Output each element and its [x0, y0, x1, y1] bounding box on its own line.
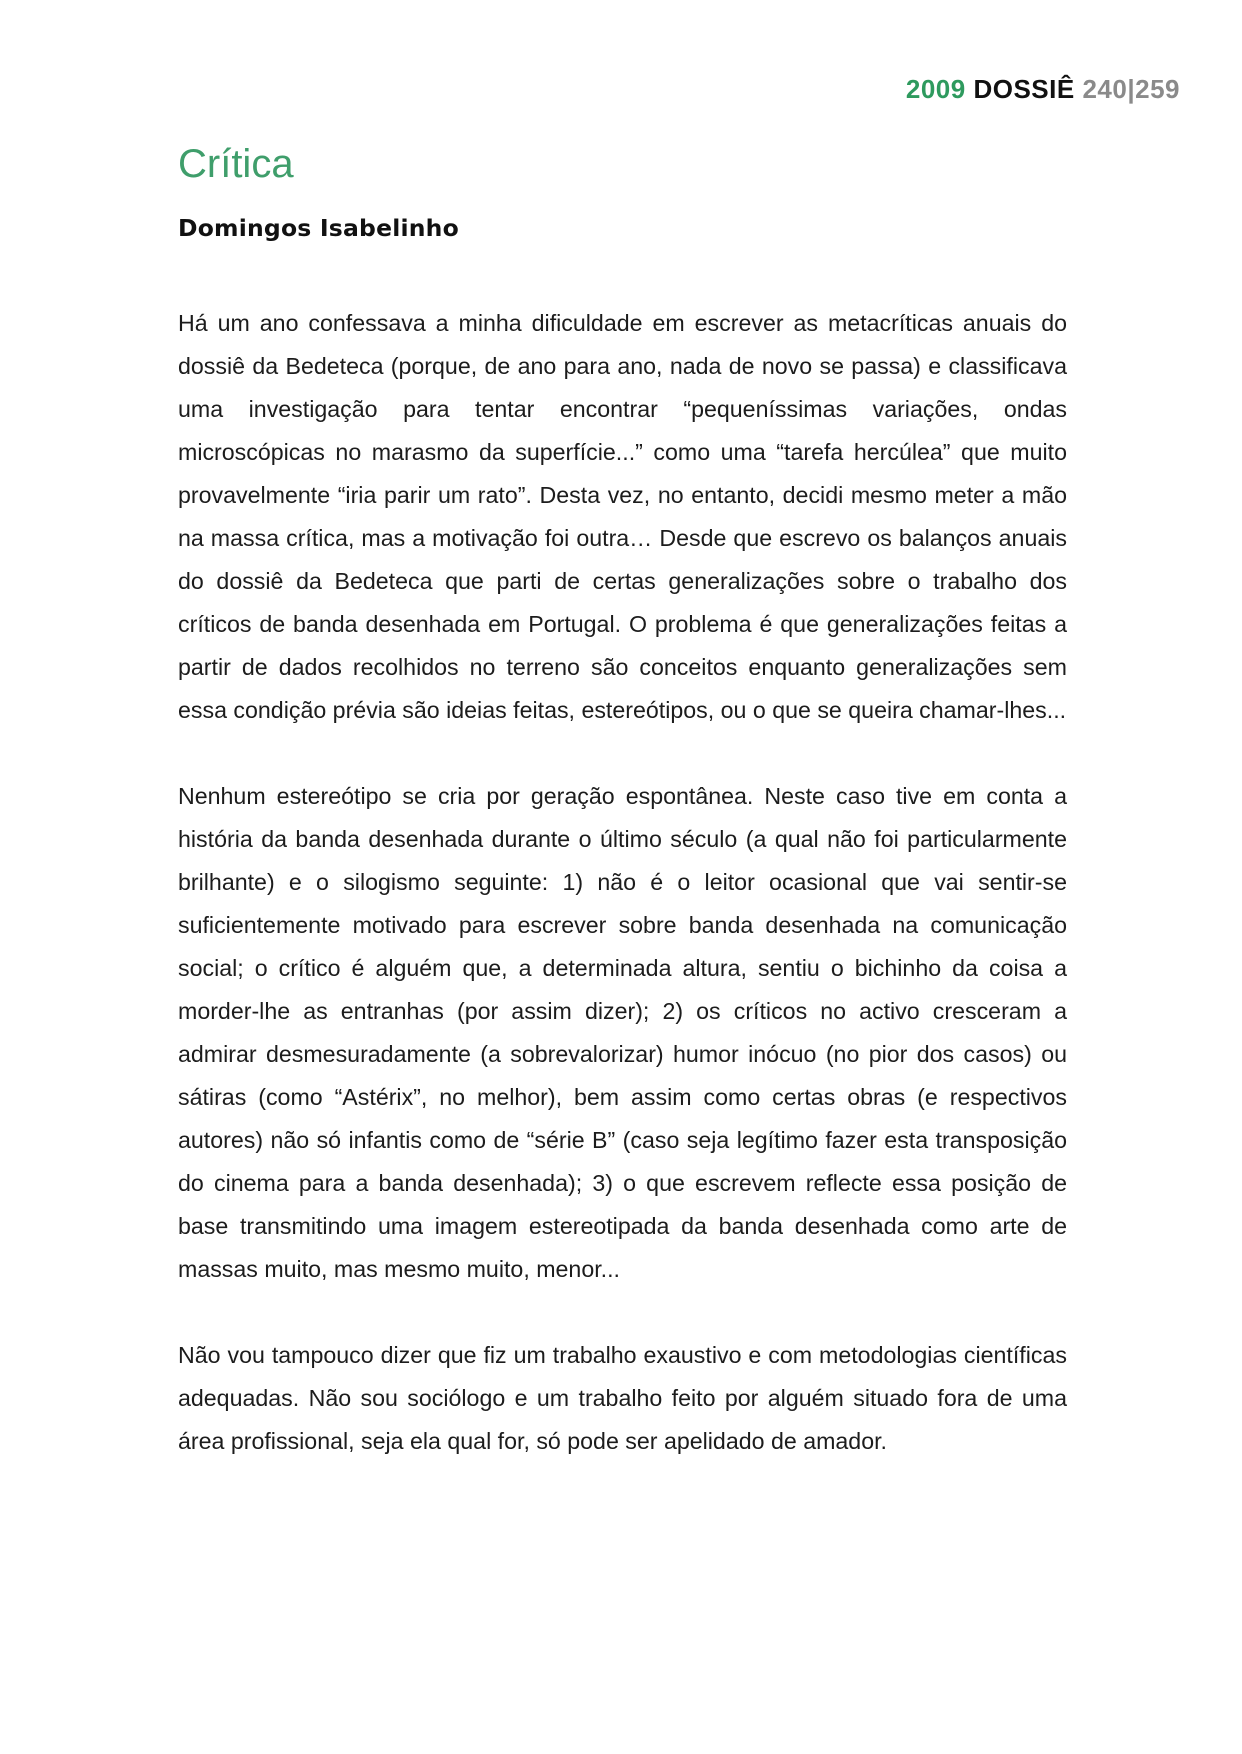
paragraph-3: Não vou tampouco dizer que fiz um trabalho exaustivo e com metodologias científicas adequadas. Não sou sociólogo e um trabalho feito por alguém situado fora de uma área profissional, seja ela qual for, só pode ser apelidado de amador.: [178, 1342, 1067, 1454]
header-page-numbers: 240|259: [1082, 74, 1180, 104]
running-header: [906, 74, 1180, 105]
paragraph-2: Nenhum estereótipo se cria por geração espontânea. Neste caso tive em conta a história da banda desenhada durante o último século (a qual não foi particularmente brilhante) e o silogismo seguinte: 1) não é o leitor ocasional que vai sentir-se suficientemente motivado para escrever sobre banda desenhada na comunicação social; o crítico é alguém que, a determinada altura, sentiu o bichinho da coisa a morder-lhe as entranhas (por assim dizer); 2) os críticos no activo cresceram a admirar desmesuradamente (a sobrevalorizar) humor inócuo (no pior dos casos) ou sátiras (como “Astérix”, no melhor), bem assim como certas obras (e respectivos autores) não só infantis como de “série B” (caso seja legítimo fazer esta transposição do cinema para a banda desenhada); 3) o que escrevem reflecte essa posição de base transmitindo uma imagem estereotipada da banda desenhada como arte de massas muito, mas mesmo muito, menor...: [178, 783, 1067, 1282]
header-year: 2009: [905, 74, 966, 104]
author-name: Domingos Isabelinho: [178, 214, 459, 242]
page-title: Crítica: [178, 142, 294, 186]
paragraph-1: Há um ano confessava a minha dificuldade em escrever as metacríticas anuais do dossiê da Bedeteca (porque, de ano para ano, nada de novo se passa) e classificava uma investigação para tentar encontrar “pequeníssimas variações, ondas microscópicas no marasmo da superfície...” como uma “tarefa hercúlea” que muito provavelmente “iria parir um rato”. Desta vez, no entanto, decidi mesmo meter a mão na massa crítica, mas a motivação foi outra… Desde que escrevo os balanços anuais do dossiê da Bedeteca que parti de certas generalizações sobre o trabalho dos críticos de banda desenhada em Portugal. O problema é que generalizações feitas a partir de dados recolhidos no terreno são conceitos enquanto generalizações sem essa condição prévia são ideias feitas, estereótipos, ou o que se queira chamar-lhes...: [178, 310, 1067, 723]
article-body: [178, 302, 1067, 1506]
header-section-title: DOSSIÊ: [973, 74, 1075, 104]
